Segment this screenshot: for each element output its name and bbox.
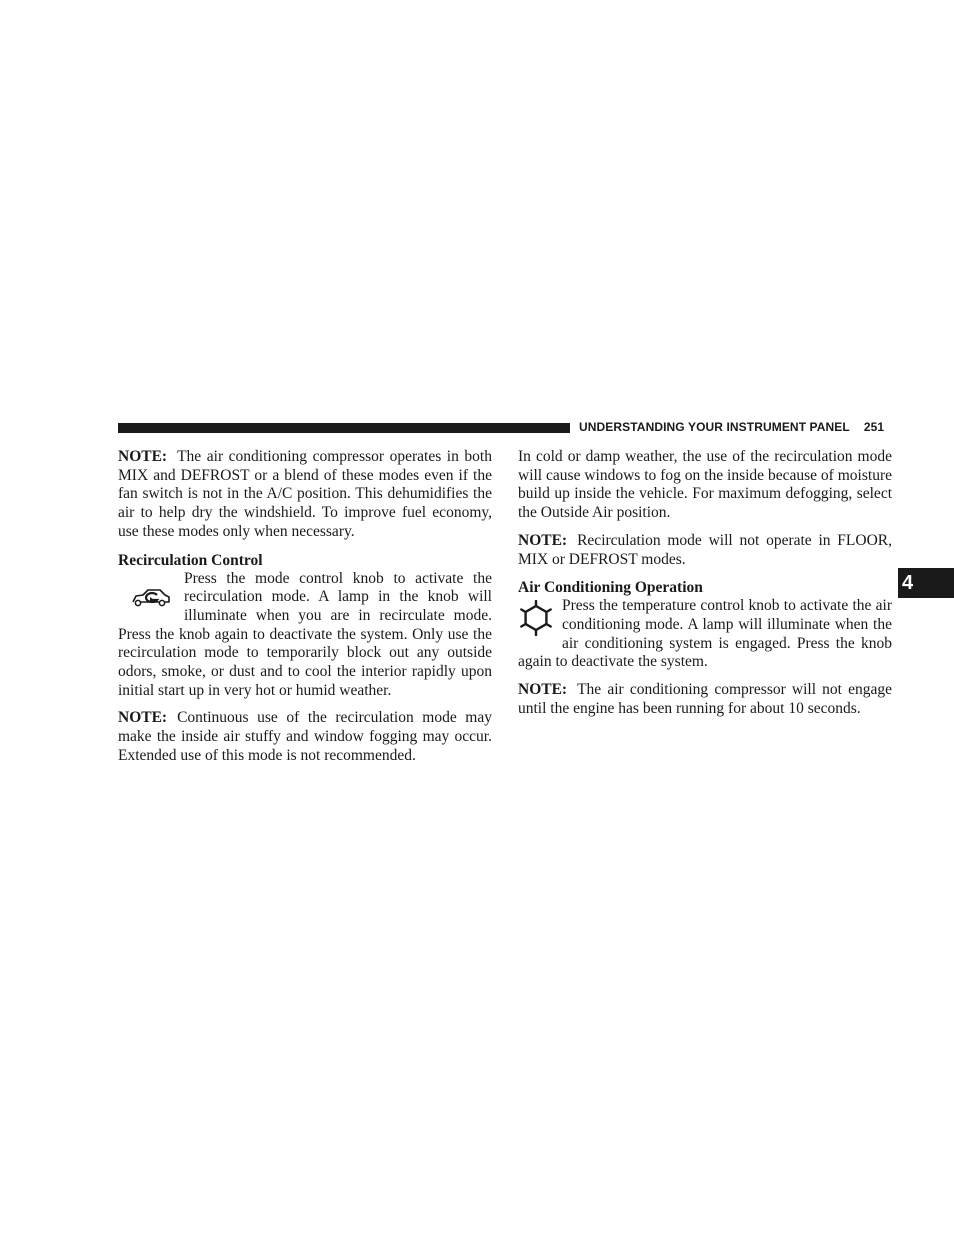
note-label: NOTE: — [118, 709, 168, 727]
recirculation-block — [118, 570, 492, 701]
page-number: 251 — [863, 420, 885, 434]
body-paragraph: In cold or damp weather, the use of the recirculation mode will cause windows to fog on the inside because of moisture build up inside the vehicle. For maximum defogging, select the Outside Air position. — [518, 448, 892, 522]
note-text: The air conditioning compressor operates in both MIX and DEFROST or a blend of these modes even if the fan switch is not in the A/C position. This dehumidifies the air to help dry the windshield. To improve fuel economy, use these modes only when necessary. — [118, 448, 492, 540]
running-header — [579, 420, 884, 434]
note-paragraph — [518, 681, 892, 718]
note-label: NOTE: — [518, 681, 568, 699]
section-title: UNDERSTANDING YOUR INSTRUMENT PANEL — [579, 420, 850, 434]
snowflake-icon — [518, 597, 562, 639]
left-column — [118, 448, 492, 775]
air-conditioning-heading: Air Conditioning Operation — [518, 579, 703, 597]
recirculation-car-icon — [118, 570, 184, 626]
recirculation-heading: Recirculation Control — [118, 551, 263, 569]
note-paragraph — [118, 709, 492, 765]
note-text: Continuous use of the recirculation mode may make the inside air stuffy and window fogging may occur. Extended use of this mode is not recommended. — [118, 709, 492, 764]
note-text: Recirculation mode will not operate in FLOOR, MIX or DEFROST modes. — [518, 531, 892, 568]
note-label: NOTE: — [118, 448, 168, 465]
note-paragraph — [118, 448, 492, 542]
air-conditioning-text: Press the temperature control knob to activate the air conditioning mode. A lamp will illuminate when the air conditioning system is engaged. Press the knob again to deactivate the system. — [518, 597, 892, 671]
note-paragraph — [518, 532, 892, 569]
chapter-tab: 4 — [898, 568, 954, 598]
note-text: The air conditioning compressor will not engage until the engine has been running for about 10 seconds. — [518, 681, 892, 717]
header-rule — [118, 423, 570, 433]
right-column — [518, 448, 892, 727]
recirculation-text: Press the mode control knob to activate the recirculation mode. A lamp in the knob will illuminate when you are in recirculate mode. Press the knob again to deactivate the system. Only use the recirculation mode to temporarily block out any outside odors, smoke, or dust and to cool the interior rapidly upon initial start up in very hot or humid weather. — [118, 569, 492, 699]
note-label: NOTE: — [518, 531, 568, 549]
air-conditioning-block — [518, 597, 892, 672]
